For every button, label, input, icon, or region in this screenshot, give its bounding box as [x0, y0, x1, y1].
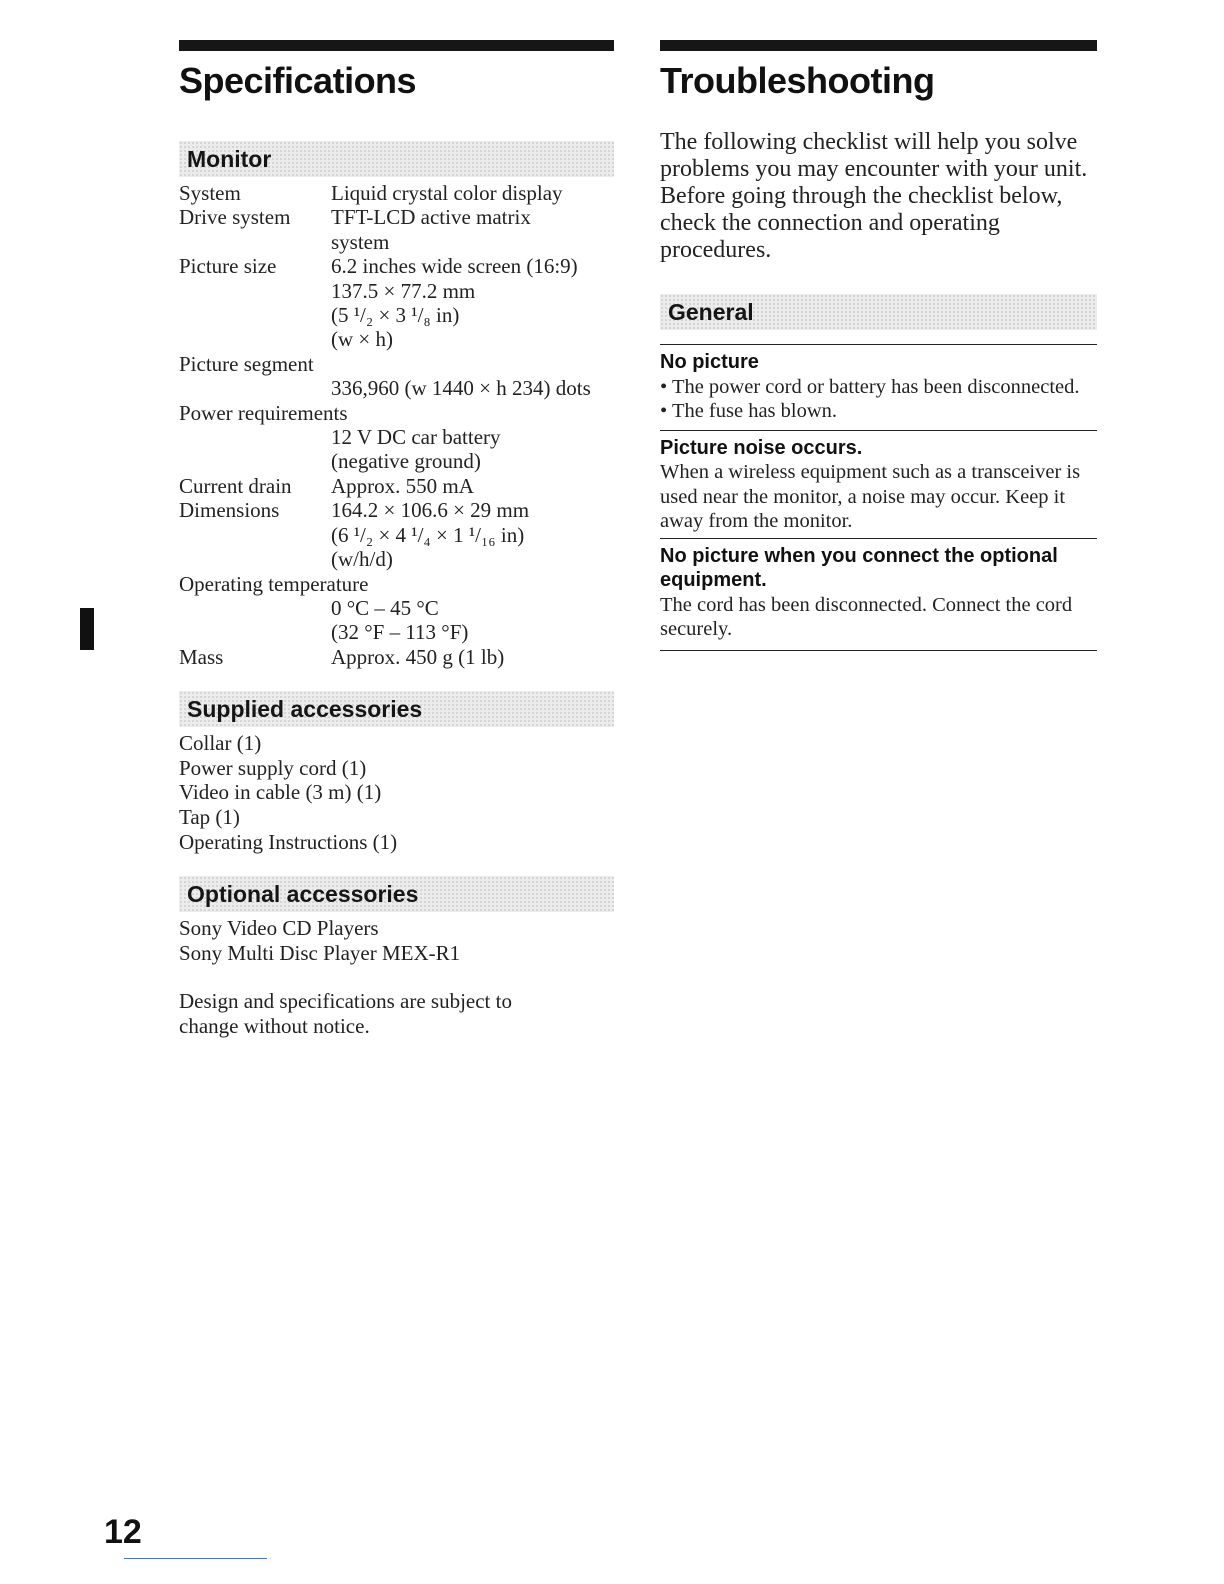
- bullet-item: • The power cord or battery has been disconnected.: [660, 375, 1080, 398]
- spec-label: Current drain: [179, 473, 292, 498]
- troubleshooting-entry: [660, 431, 1097, 538]
- monitor-spec-list: [179, 181, 614, 669]
- spec-row: [179, 205, 614, 254]
- side-index-tab: [80, 608, 94, 650]
- solution-text: When a wireless equipment such as a transceiver is used near the monitor, a noise may occur. Keep it away from the monitor.: [660, 461, 1081, 532]
- problem-heading: Picture noise occurs.: [660, 436, 863, 459]
- troubleshooting-intro: [660, 129, 1097, 264]
- spec-value: 0 °C – 45 °C: [331, 595, 439, 620]
- spec-value: 164.2 × 106.6 × 29 mm: [331, 498, 530, 523]
- list-item: Operating Instructions (1): [179, 829, 398, 854]
- spec-row: [179, 254, 614, 352]
- spec-value: 336,960 (w 1440 × h 234) dots: [331, 376, 591, 401]
- spec-value: (32 °F – 113 °F): [331, 620, 469, 645]
- spec-value: (w/h/d): [331, 547, 393, 572]
- spec-row: [179, 498, 614, 571]
- troubleshooting-title: Troubleshooting: [660, 60, 935, 101]
- optional-accessories-list: [179, 916, 614, 965]
- spec-value: (w × h): [331, 327, 393, 352]
- solution-text: The cord has been disconnected. Connect the cord securely.: [660, 593, 1073, 640]
- specifications-title: Specifications: [179, 60, 417, 101]
- intro-paragraph: The following checklist will help you solve problems you may encounter with your unit.: [660, 129, 1088, 182]
- header-rule: [660, 40, 1097, 51]
- spec-value: Approx. 550 mA: [331, 473, 474, 498]
- bullet-text: The fuse has blown.: [671, 400, 838, 422]
- spec-label: Picture segment: [179, 351, 314, 376]
- divider: [660, 650, 1097, 651]
- monitor-heading: Monitor: [179, 141, 614, 177]
- general-heading: General: [660, 294, 1097, 330]
- spec-value: (5 ¹/₂ × 3 ¹/₈ in): [331, 303, 460, 328]
- supplied-accessories-heading: Supplied accessories: [179, 691, 614, 727]
- list-item: Sony Video CD Players: [179, 916, 379, 941]
- header-rule: [179, 40, 614, 51]
- spec-row: [179, 181, 614, 205]
- spec-change-notice: Design and specifications are subject to change without notice.: [179, 989, 512, 1038]
- list-item: Power supply cord (1): [179, 755, 367, 780]
- list-item: Tap (1): [179, 804, 240, 829]
- optional-accessories-heading: Optional accessories: [179, 876, 614, 912]
- specifications-column: [179, 40, 614, 1038]
- spec-value: TFT-LCD active matrix: [331, 205, 531, 230]
- spec-value: 6.2 inches wide screen (16:9): [331, 254, 578, 279]
- supplied-accessories-list: [179, 731, 614, 854]
- troubleshooting-column: [660, 40, 1097, 651]
- spec-value: 137.5 × 77.2 mm: [331, 278, 476, 303]
- page-number: 12: [104, 1513, 142, 1551]
- list-item: Video in cable (3 m) (1): [179, 780, 382, 805]
- spec-value: Liquid crystal color display: [331, 181, 563, 205]
- spec-label: Mass: [179, 644, 224, 669]
- spec-label: Picture size: [179, 254, 277, 279]
- spec-label: Operating temperature: [179, 571, 369, 596]
- problem-heading: No picture: [660, 351, 759, 373]
- troubleshooting-entry: [660, 539, 1097, 650]
- list-item: Collar (1): [179, 731, 262, 756]
- list-item: Sony Multi Disc Player MEX-R1: [179, 940, 461, 965]
- bullet-text: The power cord or battery has been disconnected.: [671, 375, 1080, 398]
- spec-row: [179, 645, 614, 669]
- spec-label: Power requirements: [179, 400, 348, 425]
- footer-line: [124, 1558, 267, 1559]
- spec-value: system: [331, 229, 390, 254]
- spec-label: Dimensions: [179, 498, 280, 523]
- bullet-item: • The fuse has blown.: [660, 400, 838, 422]
- spec-row: [179, 474, 614, 498]
- intro-paragraph: Before going through the checklist below, check the connection and operating procedures.: [660, 183, 1063, 263]
- problem-heading: No picture when you connect the optional equipment.: [660, 544, 1058, 591]
- spec-value: (negative ground): [331, 449, 481, 474]
- spec-value: 12 V DC car battery: [331, 425, 501, 450]
- spec-value: (6 ¹/₂ × 4 ¹/₄ × 1 ¹/₁₆ in): [331, 522, 525, 547]
- spec-label: Drive system: [179, 205, 291, 230]
- spec-value: Approx. 450 g (1 lb): [331, 644, 505, 669]
- spec-label: System: [179, 181, 241, 205]
- troubleshooting-entry: [660, 345, 1097, 430]
